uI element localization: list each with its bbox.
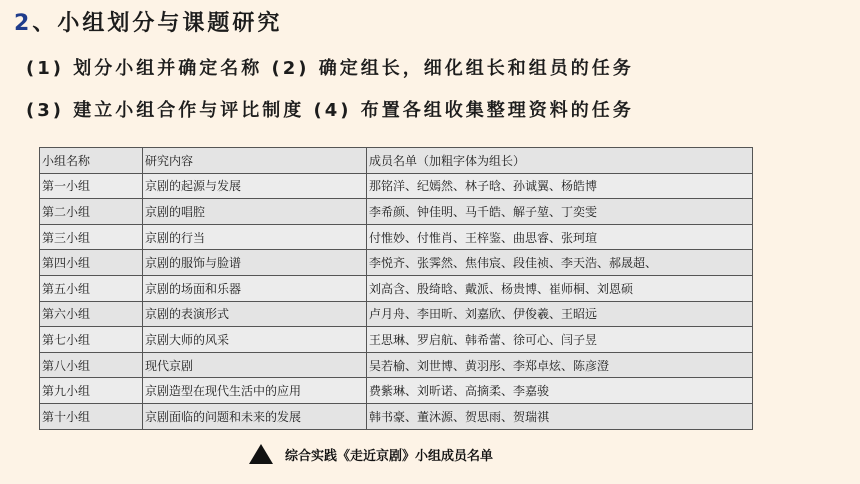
table-row: [40, 378, 753, 404]
group-name-cell: 第七小组: [40, 327, 143, 353]
group-name-cell: 第二小组: [40, 199, 143, 225]
group-name-cell: 第六小组: [40, 301, 143, 327]
table-caption: [249, 444, 493, 464]
task-line-2: (3) 建立小组合作与评比制度 (4) 布置各组收集整理资料的任务: [26, 100, 634, 121]
members-cell: 李悦齐、张霁然、焦伟宸、段佳祯、李天浩、郝晟超、: [367, 250, 753, 276]
members-cell: 李希颜、钟佳明、马千皓、解子堃、丁奕雯: [367, 199, 753, 225]
research-cell: 现代京剧: [143, 352, 367, 378]
table-row: [40, 403, 753, 429]
table-row: [40, 275, 753, 301]
research-cell: 京剧的服饰与脸谱: [143, 250, 367, 276]
members-cell: 吴若榆、刘世博、黄羽彤、李郑卓炫、陈彦澄: [367, 352, 753, 378]
research-cell: 京剧大师的风采: [143, 327, 367, 353]
research-cell: 京剧的起源与发展: [143, 173, 367, 199]
members-cell: 费紫琳、刘昕诺、高摘柔、李嘉骏: [367, 378, 753, 404]
table-row: [40, 250, 753, 276]
header-members: 成员名单（加粗字体为组长）: [367, 148, 753, 174]
task-line-1: (1) 划分小组并确定名称 (2) 确定组长，细化组长和组员的任务: [26, 58, 634, 79]
table-row: [40, 173, 753, 199]
members-cell: 韩书豪、董沐源、贺思雨、贺瑞祺: [367, 403, 753, 429]
group-name-cell: 第十小组: [40, 403, 143, 429]
group-name-cell: 第八小组: [40, 352, 143, 378]
research-cell: 京剧面临的问题和未来的发展: [143, 403, 367, 429]
research-cell: 京剧造型在现代生活中的应用: [143, 378, 367, 404]
group-table: [39, 147, 753, 430]
research-cell: 京剧的行当: [143, 224, 367, 250]
header-research-content: 研究内容: [143, 148, 367, 174]
header-group-name: 小组名称: [40, 148, 143, 174]
section-number: 2: [14, 11, 33, 36]
table-row: [40, 301, 753, 327]
members-cell: 王思琳、罗启航、韩希蕾、徐可心、闫子昱: [367, 327, 753, 353]
research-cell: 京剧的唱腔: [143, 199, 367, 225]
table-row: [40, 352, 753, 378]
group-name-cell: 第五小组: [40, 275, 143, 301]
table-row: [40, 199, 753, 225]
group-name-cell: 第三小组: [40, 224, 143, 250]
research-cell: 京剧的场面和乐器: [143, 275, 367, 301]
section-heading: [14, 6, 282, 37]
table-header-row: [40, 148, 753, 174]
table-row: [40, 327, 753, 353]
section-title: 、小组划分与课题研究: [32, 11, 283, 36]
triangle-icon: [249, 444, 273, 464]
group-name-cell: 第九小组: [40, 378, 143, 404]
members-cell: 付惟妙、付惟肖、王梓鉴、曲思睿、张珂瑄: [367, 224, 753, 250]
caption-text: 综合实践《走近京剧》小组成员名单: [285, 448, 494, 464]
group-name-cell: 第一小组: [40, 173, 143, 199]
group-name-cell: 第四小组: [40, 250, 143, 276]
table-row: [40, 224, 753, 250]
members-cell: 卢月舟、李田昕、刘嘉欣、伊俊羲、王昭远: [367, 301, 753, 327]
research-cell: 京剧的表演形式: [143, 301, 367, 327]
members-cell: 那铭洋、纪嫣然、林子晗、孙诚翼、杨皓博: [367, 173, 753, 199]
members-cell: 刘高含、殷绮晗、戴派、杨贵博、崔师桐、刘恩硕: [367, 275, 753, 301]
